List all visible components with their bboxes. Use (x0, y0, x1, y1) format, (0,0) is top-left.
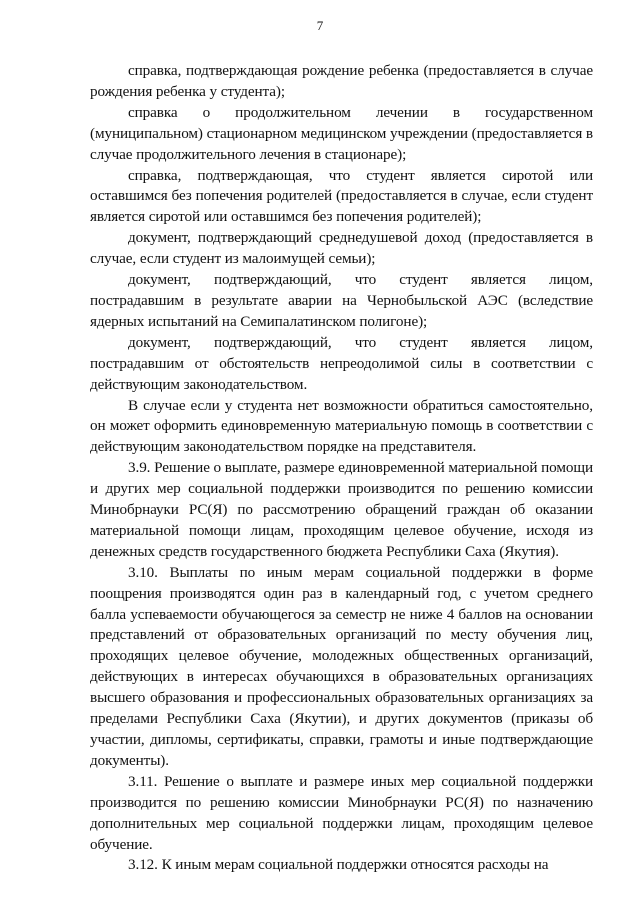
paragraph-section-3-10: 3.10. Выплаты по иным мерам социальной поддержки в форме поощрения производятся один раз в календарный год, с учетом среднего балла успеваемости обучающегося за семестр не ниже 4 баллов на основании представлений от образовательных организаций по месту обучения лиц, проходящих целевое обучение, молодежных общественных организаций, действующих в интересах обучающихся в образовательных организациях высшего образования и профессиональных образовательных организациях за пределами Республики Саха (Якутии), и других документов (приказы об участии, дипломы, сертификаты, справки, грамоты и иные подтверждающие документы). (90, 563, 593, 769)
paragraph-treatment-certificate: справка о продолжительном лечении в государственном (муниципальном) стационарном медицинском учреждении (предоставляется в случае продолжительного лечения в стационаре); (90, 103, 593, 163)
paragraph-section-3-11: 3.11. Решение о выплате и размере иных мер социальной поддержки производится по решению комиссии Минобрнауки РС(Я) по назначению дополнительных мер социальной поддержки лицам, проходящим целевое обучение. (90, 772, 593, 853)
paragraph-section-3-12: 3.12. К иным мерам социальной поддержки относятся расходы на (128, 856, 549, 874)
paragraph-section-3-9: 3.9. Решение о выплате, размере единовременной материальной помощи и других мер социальной поддержки производится по решению комиссии Минобрнауки РС(Я) по рассмотрению обращений граждан об оказании материальной помощи лицам, проходящим целевое обучение, исходя из денежных средств государственного бюджета Республики Саха (Якутия). (90, 459, 593, 560)
page-number: 7 (316, 18, 324, 33)
paragraph-representative: В случае если у студента нет возможности обратиться самостоятельно, он может оформить единовременную материальную помощь в соответствии с действующим законодательством порядке на представителя. (90, 396, 593, 456)
paragraph-chernobyl-document: документ, подтверждающий, что студент является лицом, пострадавшим в результате аварии на Чернобыльской АЭС (вследствие ядерных испытаний на Семипалатинском полигоне); (90, 271, 593, 330)
paragraph-income-document: документ, подтверждающий среднедушевой доход (предоставляется в случае, если студент из малоимущей семьи); (90, 229, 593, 268)
document-body (90, 61, 593, 876)
paragraph-birth-certificate: справка, подтверждающая рождение ребенка (предоставляется в случае рождения ребенка у студента); (90, 62, 593, 100)
paragraph-force-majeure-document: документ, подтверждающий, что студент является лицом, пострадавшим от обстоятельств непреодолимой силы в соответствии с действующим законодательством. (90, 333, 593, 393)
paragraph-orphan-certificate: справка, подтверждающая, что студент является сиротой или оставшимся без попечения родителей (предоставляется в случае, если студент является сиротой или оставшимся без попечения родителей); (90, 166, 593, 226)
